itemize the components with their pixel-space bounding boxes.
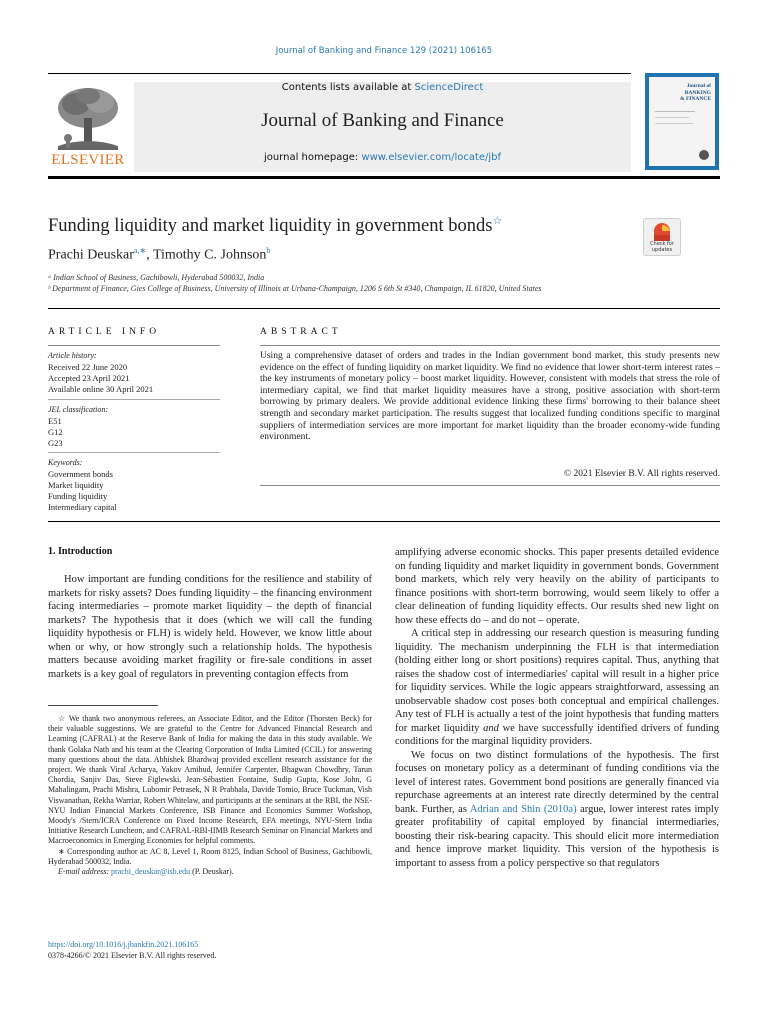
para2-emphasis: and bbox=[483, 722, 499, 734]
info-divider bbox=[48, 399, 220, 400]
keywords-label: Keywords: bbox=[48, 458, 83, 467]
keyword: Market liquidity bbox=[48, 480, 104, 490]
cover-line bbox=[655, 111, 695, 112]
cover-title-block bbox=[680, 83, 711, 103]
intro-paragraph-1: How important are funding conditions for the resilience and stability of markets for risky assets? Does funding liquidity – the financing environment facing intermediaries – promote market liquidity – the depth of financial markets? The hypothesis that it does (which we will call the funding liquidity hypothesis or FLH) is widely held. However, we know little about when or why, or how strongly such a relationship holds. The hypothesis matters because avoiding market fragility or fire-sale conditions in asset markets is a key goal of regulators in preventing contagion effects from bbox=[48, 574, 372, 680]
article-info-top-rule bbox=[48, 308, 720, 309]
article-title-text: Funding liquidity and market liquidity in government bonds bbox=[48, 216, 493, 237]
cover-line-3: & FINANCE bbox=[679, 96, 711, 102]
history-received: Received 22 June 2020 bbox=[48, 362, 128, 372]
elsevier-wordmark: ELSEVIER bbox=[51, 152, 125, 168]
doi-link[interactable]: https://doi.org/10.1016/j.jbankfin.2021.106165 bbox=[48, 940, 199, 949]
cover-emblem-icon bbox=[699, 150, 709, 160]
journal-citation[interactable]: Journal of Banking and Finance 129 (2021) 106165 bbox=[275, 46, 493, 56]
article-history-label: Article history: bbox=[48, 351, 97, 360]
header-rule-bottom bbox=[48, 176, 720, 179]
footnote-rule bbox=[48, 705, 158, 706]
check-for-updates-label: Check for updates bbox=[650, 241, 674, 253]
introduction-heading: 1. Introduction bbox=[48, 546, 113, 557]
footnotes bbox=[48, 714, 372, 877]
header-rule-top bbox=[48, 73, 631, 74]
abstract-bottom-rule bbox=[260, 485, 720, 486]
cover-line bbox=[655, 117, 689, 118]
para2-text-a: A critical step in addressing our research question is measuring funding liquidity. The mechanism underpinning the FLH is that intermediation (holding either long or short positions) requires capital. Thus, anything that raises the shadow cost of intermediaries' capital will result in a higher price for liquidity services. While the logic appears straightforward, assessing an unobservable shadow cost poses both conceptual and empirical challenges. Any test of FLH is actually a test of the joint hypothesis that funding matters for market liquidity bbox=[395, 628, 719, 734]
jel-classification-label: JEL classification: bbox=[48, 405, 109, 414]
intro-paragraph-3 bbox=[395, 749, 719, 871]
issn-copyright: 0378-4266/© 2021 Elsevier B.V. All rights reserved. bbox=[48, 951, 217, 960]
jel-code: G12 bbox=[48, 427, 63, 437]
abstract-text: Using a comprehensive dataset of orders and trades in the Indian government bond market, this study presents new evidence on the effect of funding liquidity on market liquidity. We find no evidence that lower short-term interest rates – the key instruments of monetary policy – boost market liquidity. However, consistent with models that stress the role of intermediary capital, we find that market liquidity measures have a strong, positive association with short-term borrowing by primary dealers. We provide additional evidence linking these firms' borrowing to their balance sheet strength and secondary market participation. The results suggest that localized funding conditions specific to marginal suppliers of intermediation services are more important for market liquidity than the broader economy-wide funding environment. bbox=[260, 351, 720, 443]
journal-cover-page bbox=[649, 77, 715, 166]
title-footnote-star-icon[interactable]: ☆ bbox=[492, 215, 503, 227]
keyword: Funding liquidity bbox=[48, 491, 108, 501]
journal-title: Journal of Banking and Finance bbox=[261, 110, 504, 131]
history-accepted: Accepted 23 April 2021 bbox=[48, 373, 130, 383]
keyword: Government bonds bbox=[48, 469, 113, 479]
contents-line bbox=[134, 82, 631, 93]
para2-text-b: we have successfully identified drivers of funding conditions for the marginal liquidity providers. bbox=[395, 722, 719, 747]
para3-text-b: argue, lower interest rates imply greater profitability of capital employed by financial intermediaries, boosting their risk-bearing capacity. This should elicit more intermediation and hence improve market liquidity. This version of the hypothesis is important to assess from a policy perspective so that regulators bbox=[395, 803, 720, 869]
body-column-right bbox=[395, 546, 719, 870]
email-suffix: (P. Deuskar). bbox=[190, 867, 234, 877]
acknowledgement-footnote: ☆ We thank two anonymous referees, an Associate Editor, and the Editor (Thorsten Beck) for their valuable suggestions. We are grateful to the Centre for Advanced Financial Research and Learning (CAFRAL) at the Reserve Bank of India for making the data in this study available. We thank Golaka Nath and his team at the Clearing Corporation of India Limited (CCIL) for answering many questions about the data. Abhishek Bhardwaj provided excellent research assistance for the project. We thank Viral Acharya, Yakov Amihud, Jennifer Carpenter, Bhagwan Chowdhry, Tarun Chordia, Sanjiv Das, Steve Figlewski, Jean-Sébastien Fontaine, Sudip Gupta, Kose John, G Mahalingam, Prachi Mishra, Lubomir Petrasek, N R Prabhala, Davide Tomio, Bruce Tuckman, Vish Viswanathan, Rekha Warriar, Robert Whitelaw, and participants at the seminars at the RBI, the NSE-NYU Indian Financial Markets Conference, ISB Finance and Economics Summer Workshop, Moody's /Stern/ICRA Conference on Fixed Income Research, EFA meetings, NYU-Stern India Initiative Research Luncheon, and CAFRAL-RBI-IIMB Research Seminar on Financial Markets and Macroeconomics in Emerging Economies for helpful comments. bbox=[48, 714, 372, 846]
keyword: Intermediary capital bbox=[48, 502, 117, 512]
homepage-prefix: journal homepage: bbox=[263, 152, 362, 163]
intro-paragraph-1-continued: amplifying adverse economic shocks. This paper presents detailed evidence on funding liquidity and market liquidity in government bonds. Government bond markets, which rely very heavily on the ability of participants to finance positions with short-term borrowing, would seem likely to offer a clear delineation of funding liquidity effects. Our results shed new light on how these effects do – and do not – operate. bbox=[395, 547, 719, 626]
article-title bbox=[48, 214, 502, 237]
info-divider bbox=[48, 452, 220, 453]
intro-paragraph-2 bbox=[395, 627, 719, 749]
contents-prefix: Contents lists available at bbox=[281, 82, 415, 93]
cover-line bbox=[655, 123, 693, 124]
homepage-line bbox=[134, 152, 631, 163]
authors-line bbox=[48, 246, 270, 264]
author-2-affiliation-mark[interactable]: b bbox=[266, 246, 271, 255]
journal-homepage-link[interactable]: www.elsevier.com/locate/jbf bbox=[361, 152, 502, 163]
jel-code: E51 bbox=[48, 416, 62, 426]
abstract-copyright: © 2021 Elsevier B.V. All rights reserved. bbox=[563, 469, 720, 479]
article-info-heading: ARTICLE INFO bbox=[48, 327, 161, 337]
front-matter-bottom-rule bbox=[48, 521, 720, 522]
history-available-online: Available online 30 April 2021 bbox=[48, 384, 154, 394]
cover-line-1: Journal of bbox=[686, 83, 711, 89]
corresponding-author-footnote: ∗ Corresponding author at: AC 8, Level 1, Room 8125, Indian School of Business, Gachibowli, Hyderabad 500032, India. bbox=[48, 846, 372, 866]
author-separator: , bbox=[146, 247, 153, 263]
author-email-link[interactable]: prachi_deuskar@isb.edu bbox=[111, 867, 191, 877]
sciencedirect-link[interactable]: ScienceDirect bbox=[414, 82, 484, 93]
citation-adrian-shin-link[interactable]: Adrian and Shin (2010a) bbox=[469, 803, 577, 815]
affiliation-b: ᵇ Department of Finance, Gies College of Business, University of Illinois at Urbana-Champaign, 1206 S 6th St #340, Champaign, IL 61820, United States bbox=[48, 284, 542, 293]
abstract-heading: ABSTRACT bbox=[260, 327, 342, 337]
email-label: E-mail address: bbox=[58, 867, 112, 877]
jel-code: G23 bbox=[48, 438, 63, 448]
abstract-heading-rule bbox=[260, 345, 720, 346]
email-footnote bbox=[48, 867, 372, 877]
check-for-updates-badge[interactable] bbox=[643, 218, 681, 256]
author-1-name: Prachi Deuskar bbox=[48, 247, 134, 263]
affiliation-a: ᵃ Indian School of Business, Gachibowli, Hyderabad 500032, India bbox=[48, 273, 265, 282]
author-2-name: Timothy C. Johnson bbox=[152, 247, 267, 263]
cover-line-2: BANKING bbox=[684, 89, 711, 96]
article-info-heading-rule bbox=[48, 345, 220, 346]
body-column-left bbox=[48, 573, 372, 681]
author-1-affiliation-marks[interactable]: a,∗ bbox=[133, 246, 147, 255]
para3-text-a: We focus on two distinct formulations of the hypothesis. The first focuses on monetary policy as a determinant of funding conditions via the level of interest rates. Government bond positions are generally financed via repurchase agreements at an interest rate directly determined by the central bank. Further, as bbox=[395, 749, 719, 815]
journal-cover-thumbnail[interactable] bbox=[645, 73, 719, 170]
